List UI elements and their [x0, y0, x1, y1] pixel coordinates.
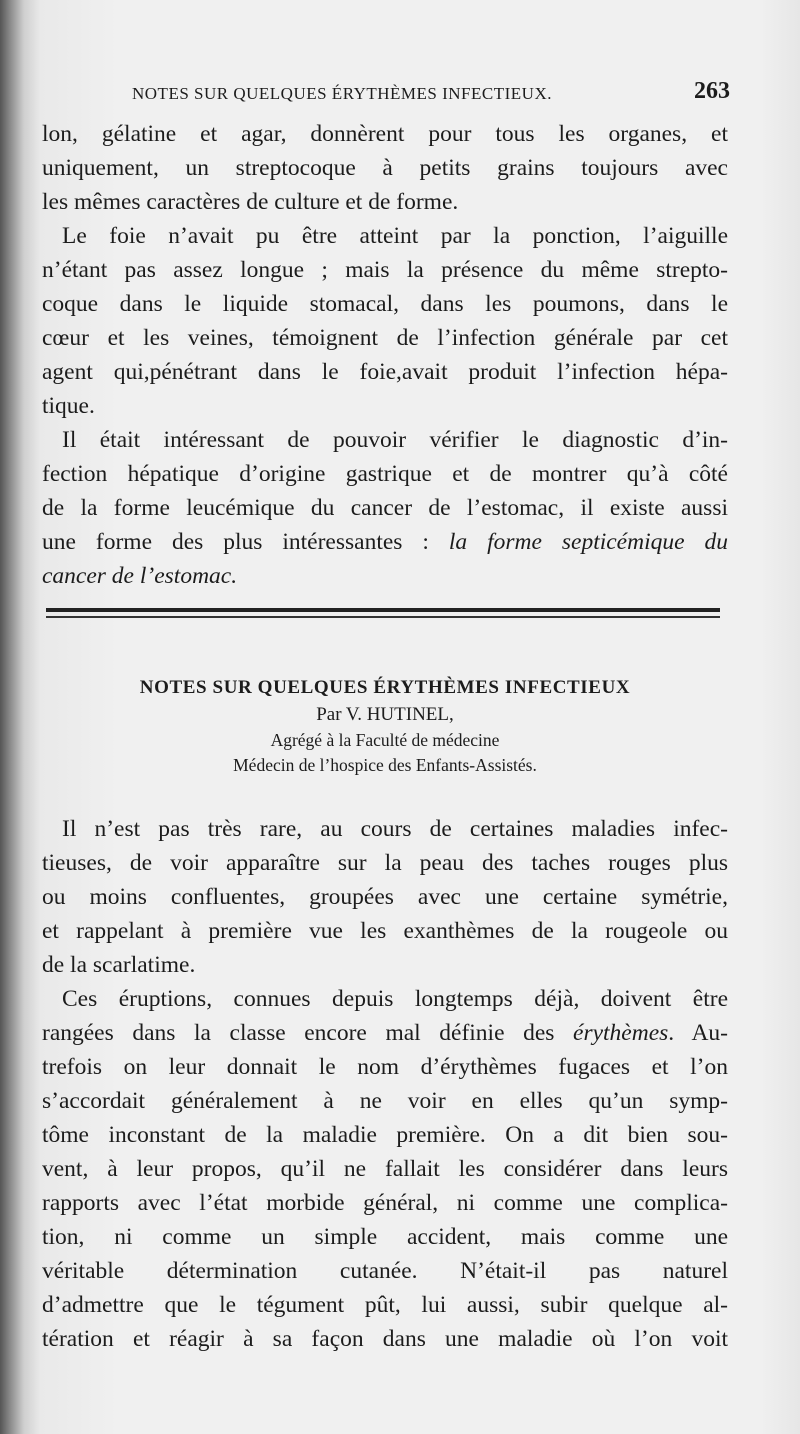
italic-text: érythèmes [573, 1020, 669, 1046]
text-line: vent, à leur propos, qu’il ne fallait les considérer dans leurs [42, 1156, 728, 1182]
page-number: 263 [694, 78, 730, 104]
text-line: lon, gélatine et agar, donnèrent pour tous les organes, et [42, 121, 728, 147]
text-line: coque dans le liquide stomacal, dans les poumons, dans le [42, 291, 728, 317]
text-line: tération et réagir à sa façon dans une maladie où l’on voit [42, 1326, 728, 1352]
text-line: rapports avec l’état morbide général, ni comme une complica- [42, 1190, 728, 1216]
article-body [42, 812, 728, 1356]
text-line: Il n’est pas très rare, au cours de certaines maladies infec- [62, 816, 728, 842]
section-divider [46, 604, 720, 622]
text-fragment: une forme des plus intéressantes : [42, 529, 449, 555]
article-title: NOTES SUR QUELQUES ÉRYTHÈMES INFECTIEUX [139, 677, 631, 698]
author-affiliation: Médecin de l’hospice des Enfants-Assistés. [233, 755, 537, 775]
italic-text: cancer de l’estomac. [42, 563, 238, 589]
text-line: tôme inconstant de la maladie première. On a dit bien sou- [42, 1122, 728, 1148]
text-line: n’étant pas assez longue ; mais la présence du même strepto- [42, 257, 728, 283]
text-line: uniquement, un streptocoque à petits grains toujours avec [42, 155, 728, 181]
previous-article-ending [42, 117, 728, 593]
author-affiliation: Agrégé à la Faculté de médecine [270, 730, 500, 750]
text-line: agent qui,pénétrant dans le foie,avait produit l’infection hépa- [42, 359, 728, 385]
text-line: tieuses, de voir apparaître sur la peau des taches rouges plus [42, 850, 728, 876]
article-author: Par V. HUTINEL, [316, 704, 454, 725]
text-line [42, 559, 728, 593]
article-header [42, 674, 728, 778]
text-fragment: rangées dans la classe encore mal définie des [42, 1020, 574, 1046]
text-line: ou moins confluentes, groupées avec une certaine symétrie, [42, 884, 728, 910]
text-line: véritable détermination cutanée. N’était-il pas naturel [42, 1258, 728, 1284]
text-line: s’accordait généralement à ne voir en elles qu’un symp- [42, 1088, 728, 1114]
text-line: Le foie n’avait pu être atteint par la ponction, l’aiguille [62, 223, 728, 249]
text-line: trefois on leur donnait le nom d’érythèmes fugaces et l’on [42, 1054, 728, 1080]
text-line [42, 525, 728, 559]
text-line: tion, ni comme un simple accident, mais comme une [42, 1224, 728, 1250]
running-title: NOTES SUR QUELQUES ÉRYTHÈMES INFECTIEUX. [132, 84, 552, 103]
text-line: cœur et les veines, témoignent de l’infection générale par cet [42, 325, 728, 351]
text-line: tique. [42, 393, 95, 419]
text-line: de la forme leucémique du cancer de l’estomac, il existe aussi [42, 495, 728, 521]
text-line: les mêmes caractères de culture et de forme. [42, 189, 459, 215]
text-fragment: . Au- [668, 1020, 728, 1046]
italic-text: la forme septicémique du [448, 529, 728, 555]
text-line: fection hépatique d’origine gastrique et de montrer qu’à côté [42, 461, 728, 487]
text-line: d’admettre que le tégument pût, lui aussi, subir quelque al- [42, 1292, 728, 1318]
running-header [40, 78, 730, 112]
divider-rule-thin [46, 616, 720, 618]
text-line: Il était intéressant de pouvoir vérifier le diagnostic d’in- [62, 427, 728, 453]
text-line: Ces éruptions, connues depuis longtemps déjà, doivent être [62, 986, 728, 1012]
text-line: de la scarlatime. [42, 952, 196, 978]
text-line [42, 1016, 728, 1050]
divider-rule-thick [46, 608, 720, 612]
text-line: et rappelant à première vue les exanthèmes de la rougeole ou [42, 918, 728, 944]
